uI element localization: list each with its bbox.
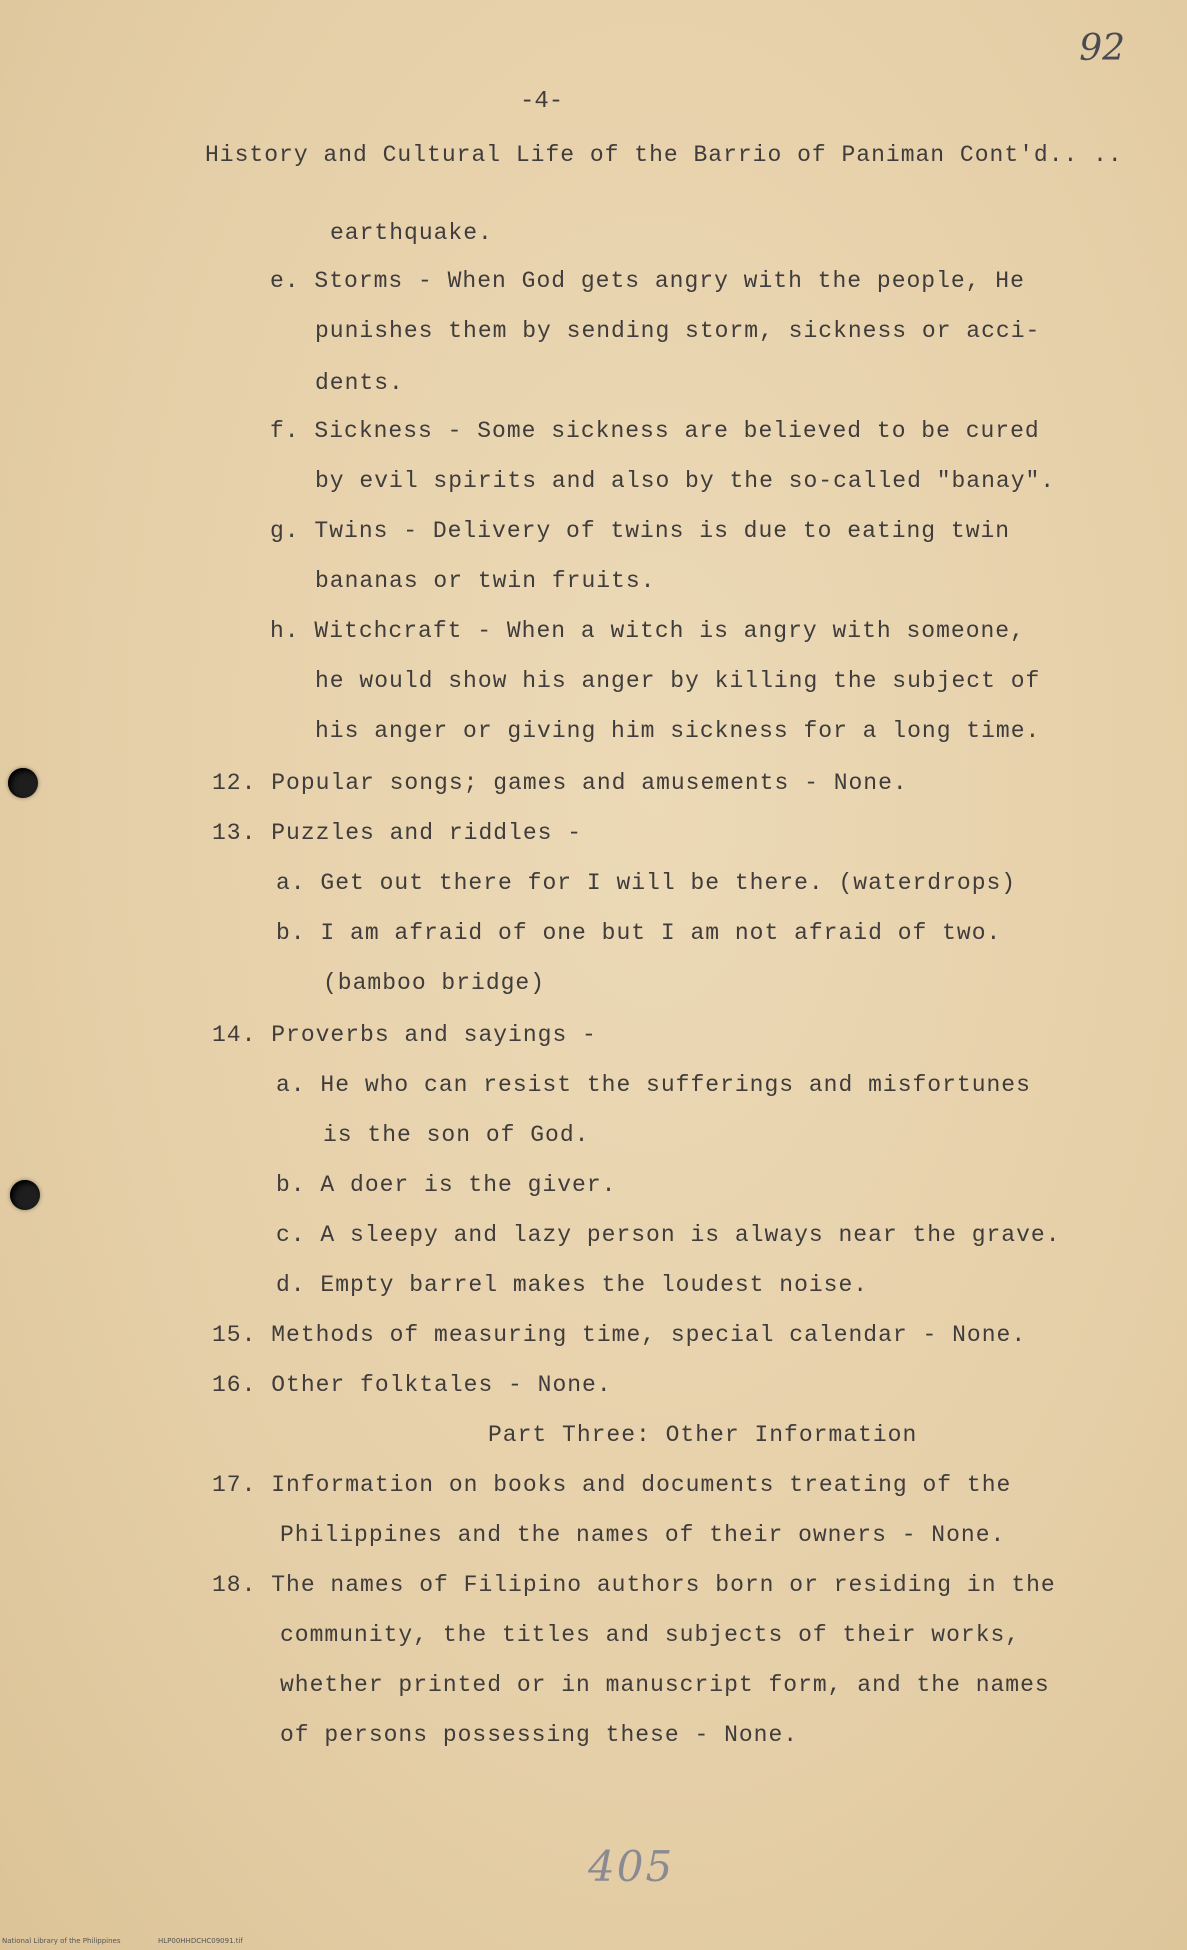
text-line: his anger or giving him sickness for a long time. [315, 718, 1041, 744]
text-line: by evil spirits and also by the so-called "banay". [315, 468, 1056, 494]
page-number: -4- [520, 88, 564, 115]
text-line: bananas or twin fruits. [315, 568, 656, 594]
footer-filename: HLP00HHDCHC09091.tif [158, 1937, 243, 1945]
section-heading: Part Three: Other Information [488, 1422, 918, 1448]
text-line: punishes them by sending storm, sickness or acci- [315, 318, 1041, 344]
text-line: a. He who can resist the sufferings and misfortunes [276, 1072, 1031, 1098]
text-line: 12. Popular songs; games and amusements - None. [212, 770, 908, 796]
text-line: c. A sleepy and lazy person is always near the grave. [276, 1222, 1061, 1248]
footer-library: National Library of the Philippines [2, 1937, 121, 1945]
text-line: b. A doer is the giver. [276, 1172, 617, 1198]
text-line: 17. Information on books and documents treating of the [212, 1472, 1012, 1498]
text-line: whether printed or in manuscript form, and the names [280, 1672, 1050, 1698]
text-line: a. Get out there for I will be there. (waterdrops) [276, 870, 1017, 896]
text-line: e. Storms - When God gets angry with the people, He [270, 268, 1025, 294]
text-line: 16. Other folktales - None. [212, 1372, 612, 1398]
text-line: Philippines and the names of their owners - None. [280, 1522, 1006, 1548]
text-line: community, the titles and subjects of their works, [280, 1622, 1021, 1648]
text-line: b. I am afraid of one but I am not afraid of two. [276, 920, 1002, 946]
text-line: h. Witchcraft - When a witch is angry with someone, [270, 618, 1025, 644]
text-line: 18. The names of Filipino authors born or residing in the [212, 1572, 1056, 1598]
text-line: 14. Proverbs and sayings - [212, 1022, 597, 1048]
text-line: f. Sickness - Some sickness are believed to be cured [270, 418, 1040, 444]
text-line: dents. [315, 370, 404, 396]
text-line: earthquake. [330, 220, 493, 246]
punch-hole [10, 1180, 40, 1210]
text-line: (bamboo bridge) [323, 970, 546, 996]
page-stamp-top: 92 [1079, 28, 1125, 69]
text-line: 15. Methods of measuring time, special calendar - None. [212, 1322, 1027, 1348]
text-line: is the son of God. [323, 1122, 590, 1148]
text-line: he would show his anger by killing the subject of [315, 668, 1041, 694]
punch-hole [8, 768, 38, 798]
page-stamp-bottom: 405 [588, 1842, 675, 1891]
document-heading: History and Cultural Life of the Barrio of Paniman Cont'd.. .. [205, 142, 1123, 168]
text-line: of persons possessing these - None. [280, 1722, 799, 1748]
text-line: d. Empty barrel makes the loudest noise. [276, 1272, 869, 1298]
text-line: 13. Puzzles and riddles - [212, 820, 583, 846]
text-line: g. Twins - Delivery of twins is due to eating twin [270, 518, 1011, 544]
